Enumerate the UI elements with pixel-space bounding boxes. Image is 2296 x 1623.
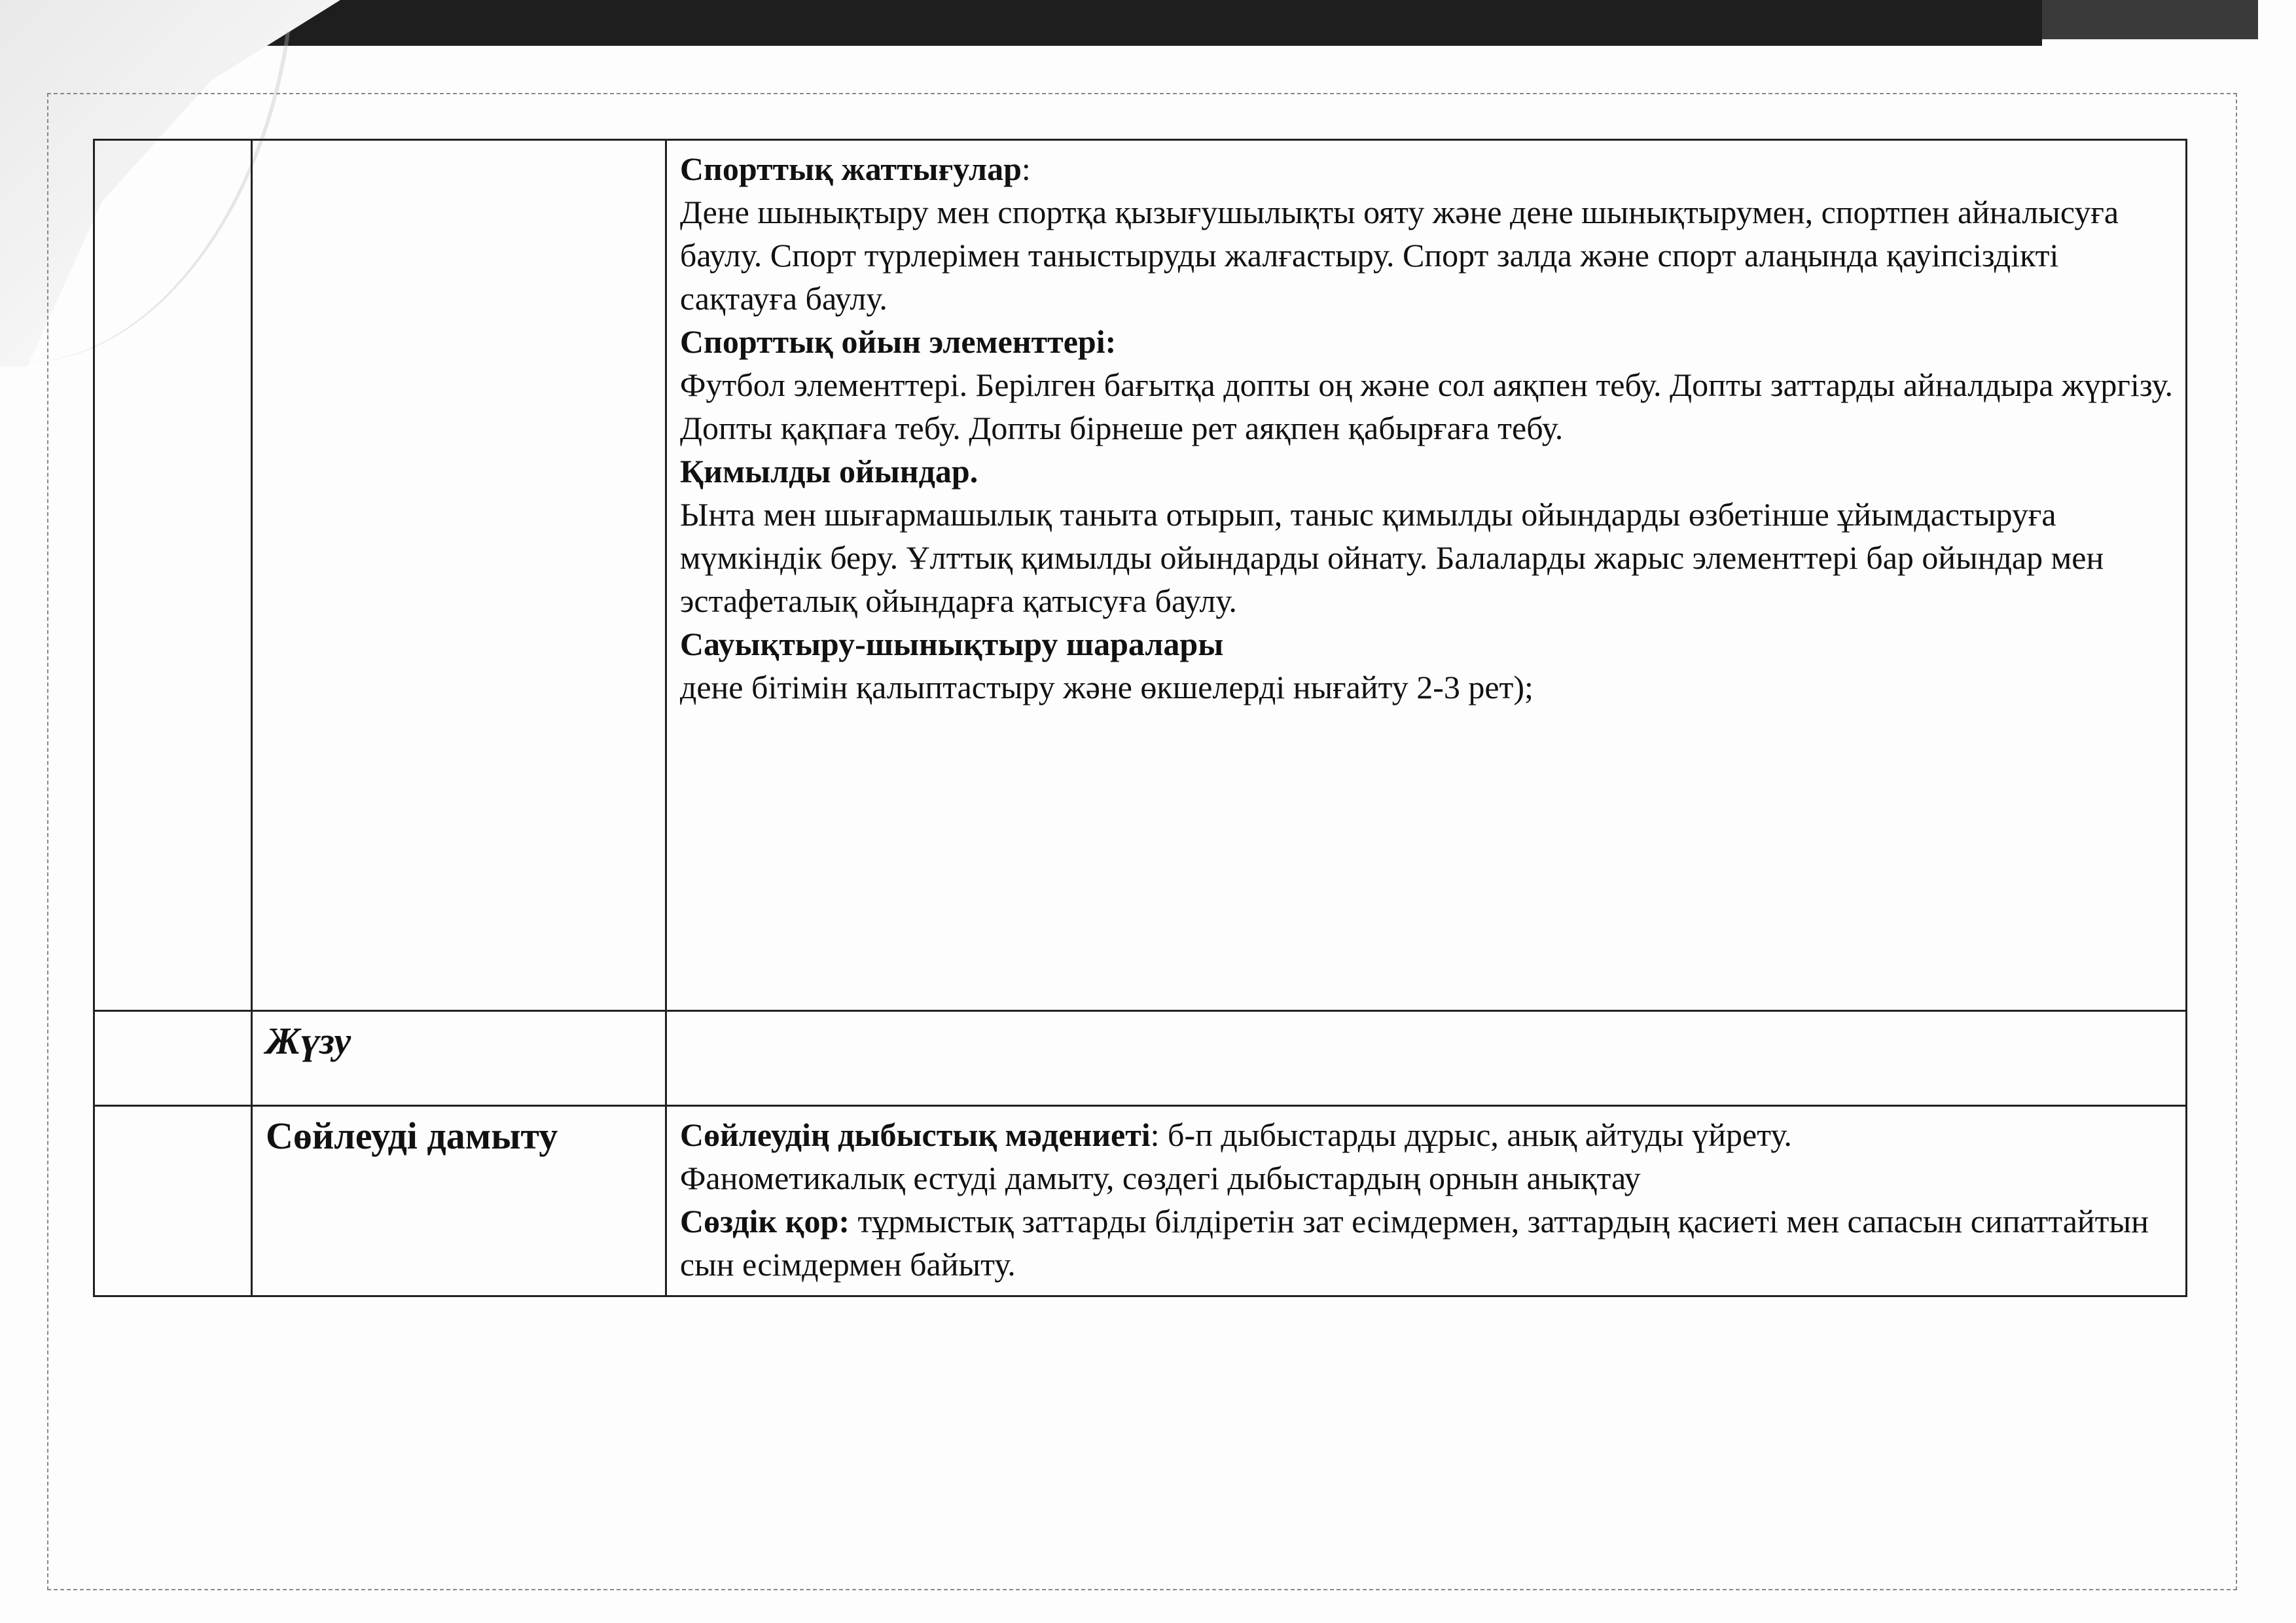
scan-dark-border-top — [209, 0, 2042, 46]
subject-cell-swimming — [251, 1011, 666, 1106]
heading-health-activities: Сауықтыру-шынықтыру шаралары — [679, 626, 1224, 662]
curriculum-table — [93, 139, 2187, 1297]
subject-cell-speech — [251, 1106, 666, 1296]
table-row-swimming — [94, 1011, 2187, 1106]
heading-colon: : — [1021, 151, 1031, 187]
paragraph-sport-exercises: Дене шынықтыру мен спортқа қызығушылықты ояту және дене шынықтырумен, спортпен айналысуға баулу. Спорт түрлерімен таныстыруды жалғастыру. Спорт залда және спорт алаңында қауіпсіздікті сақтауға баулу. — [679, 194, 2119, 317]
table-row-sport — [94, 140, 2187, 1011]
paragraph-sound-culture: : б-п дыбыстарды дұрыс, анық айтуды үйрету. — [1150, 1116, 1792, 1153]
content-cell-sport — [666, 140, 2186, 1011]
empty-cell — [94, 140, 252, 1011]
speech-sound-culture-block — [680, 1113, 2174, 1156]
subject-label-speech: Сөйлеуді дамыту — [265, 1115, 558, 1157]
scan-dark-border-right — [2042, 0, 2258, 39]
sport-exercises-block — [680, 147, 2174, 190]
speech-vocabulary-block — [680, 1200, 2174, 1286]
subject-label-swimming: Жүзу — [265, 1020, 351, 1062]
paragraph-movement-games: Ынта мен шығармашылық таныта отырып, таныс қимылды ойындарды өзбетінше ұйымдастыруға мүмкіндік беру. Ұлттық қимылды ойындарды ойнату. Балаларды жарыс элементтері бар ойындар мен эстафеталық ойындарға қатысуға баулу. — [679, 496, 2104, 619]
table-row-speech — [94, 1106, 2187, 1296]
heading-vocabulary: Сөздік қор: — [679, 1203, 850, 1240]
paragraph-football-elements: Футбол элементтері. Берілген бағытқа допты оң және сол аяқпен тебу. Допты заттарды айналдыра жүргізу. Допты қақпаға тебу. Допты бірнеше рет аяқпен қабырғаға тебу. — [679, 366, 2174, 446]
paragraph-phonemic-hearing: Фанометикалық естуді дамыту, сөздегі дыбыстардың орнын анықтау — [679, 1160, 1641, 1196]
empty-cell — [94, 1106, 252, 1296]
heading-sound-culture: Сөйлеудің дыбыстық мәдениеті — [679, 1116, 1151, 1153]
content-cell-swimming — [666, 1011, 2186, 1106]
content-cell-speech — [666, 1106, 2186, 1296]
paragraph-vocabulary: тұрмыстық заттарды білдіретін зат есімдермен, заттардың қасиеті мен сапасын сипаттайтын сын есімдермен байыту. — [679, 1203, 2149, 1283]
paragraph-health-activities: дене бітімін қалыптастыру және өкшелерді нығайту 2-3 рет); — [679, 669, 1534, 705]
empty-cell — [94, 1011, 252, 1106]
subject-cell-empty — [251, 140, 666, 1011]
heading-sport-exercises: Спорттық жаттығулар — [679, 151, 1022, 187]
heading-sport-game-elements: Спорттық ойын элементтері: — [679, 323, 1117, 360]
heading-movement-games: Қимылды ойындар. — [679, 453, 978, 490]
